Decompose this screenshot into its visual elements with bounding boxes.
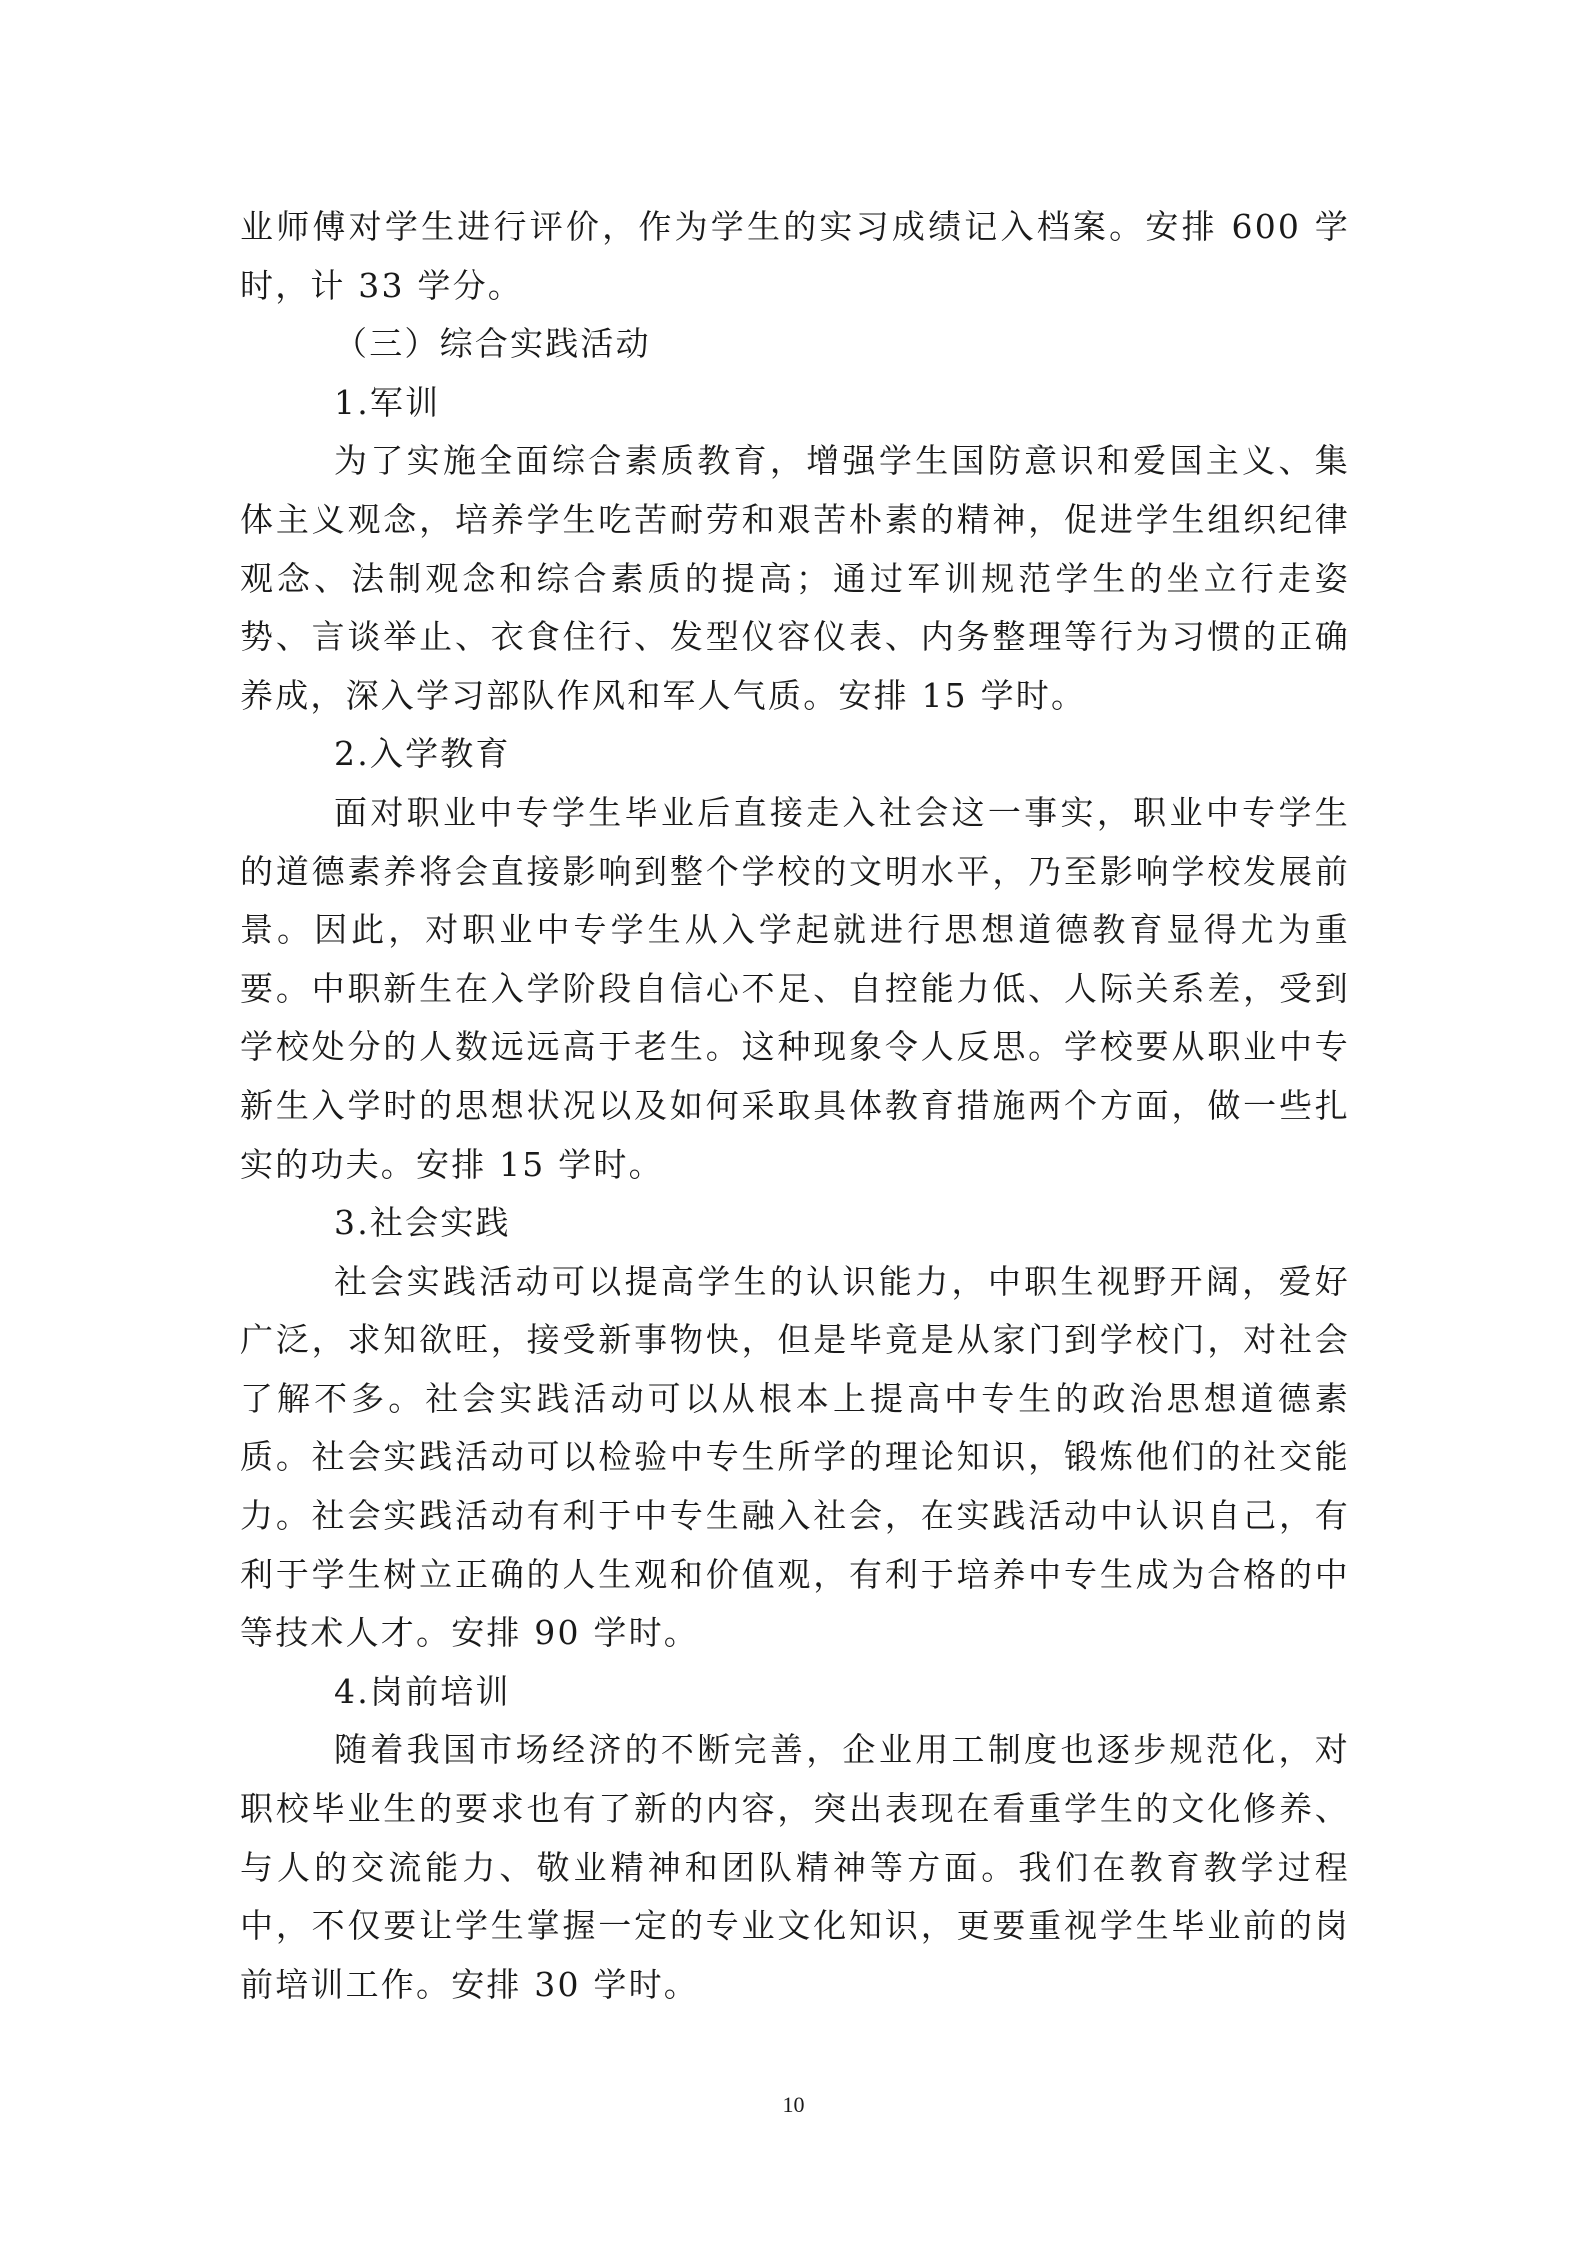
subheading-pre-job-training: 4.岗前培训 bbox=[334, 1671, 511, 1711]
paragraph-pre-job-training: 随着我国市场经济的不断完善，企业用工制度也逐步规范化，对职校毕业生的要求也有了新的内容，突出表现在看重学生的文化修养、与人的交流能力、敬业精神和团队精神等方面。我们在教育教学过程中，不仅要让学生掌握一定的专业文化知识，更要重视学生毕业前的岗前培训工作。安排 30 学时。 bbox=[240, 1730, 1350, 2004]
paragraph-enrollment-education: 面对职业中专学生毕业后直接走入社会这一事实，职业中专学生的道德素养将会直接影响到整个学校的文明水平，乃至影响学校发展前景。因此，对职业中专学生从入学起就进行思想道德教育显得尤为重要。中职新生在入学阶段自信心不足、自控能力低、人际关系差，受到学校处分的人数远远高于老生。这种现象令人反思。学校要从职业中专新生入学时的思想状况以及如何采取具体教育措施两个方面，做一些扎实的功夫。安排 15 学时。 bbox=[240, 792, 1350, 1184]
paragraph-military-training: 为了实施全面综合素质教育，增强学生国防意识和爱国主义、集体主义观念，培养学生吃苦耐劳和艰苦朴素的精神，促进学生组织纪律观念、法制观念和综合素质的提高；通过军训规范学生的坐立行走姿势、言谈举止、衣食住行、发型仪容仪表、内务整理等行为习惯的正确养成，深入学习部队作风和军人气质。安排 15 学时。 bbox=[240, 441, 1350, 715]
subheading-military-training: 1.军训 bbox=[334, 382, 441, 422]
document-body bbox=[240, 198, 1350, 2014]
subheading-social-practice: 3.社会实践 bbox=[334, 1203, 511, 1243]
paragraph-continued: 业师傅对学生进行评价，作为学生的实习成绩记入档案。安排 600 学时，计 33 学分。 bbox=[240, 207, 1350, 305]
section-heading-comprehensive-practice: （三）综合实践活动 bbox=[334, 324, 651, 364]
paragraph-social-practice: 社会实践活动可以提高学生的认识能力，中职生视野开阔，爱好广泛，求知欲旺，接受新事物快，但是毕竟是从家门到学校门，对社会了解不多。社会实践活动可以从根本上提高中专生的政治思想道德素质。社会实践活动可以检验中专生所学的理论知识，锻炼他们的社交能力。社会实践活动有利于中专生融入社会，在实践活动中认识自己，有利于学生树立正确的人生观和价值观，有利于培养中专生成为合格的中等技术人才。安排 90 学时。 bbox=[240, 1261, 1350, 1653]
page-number: 10 bbox=[782, 2092, 805, 2117]
subheading-enrollment-education: 2.入学教育 bbox=[334, 734, 511, 774]
